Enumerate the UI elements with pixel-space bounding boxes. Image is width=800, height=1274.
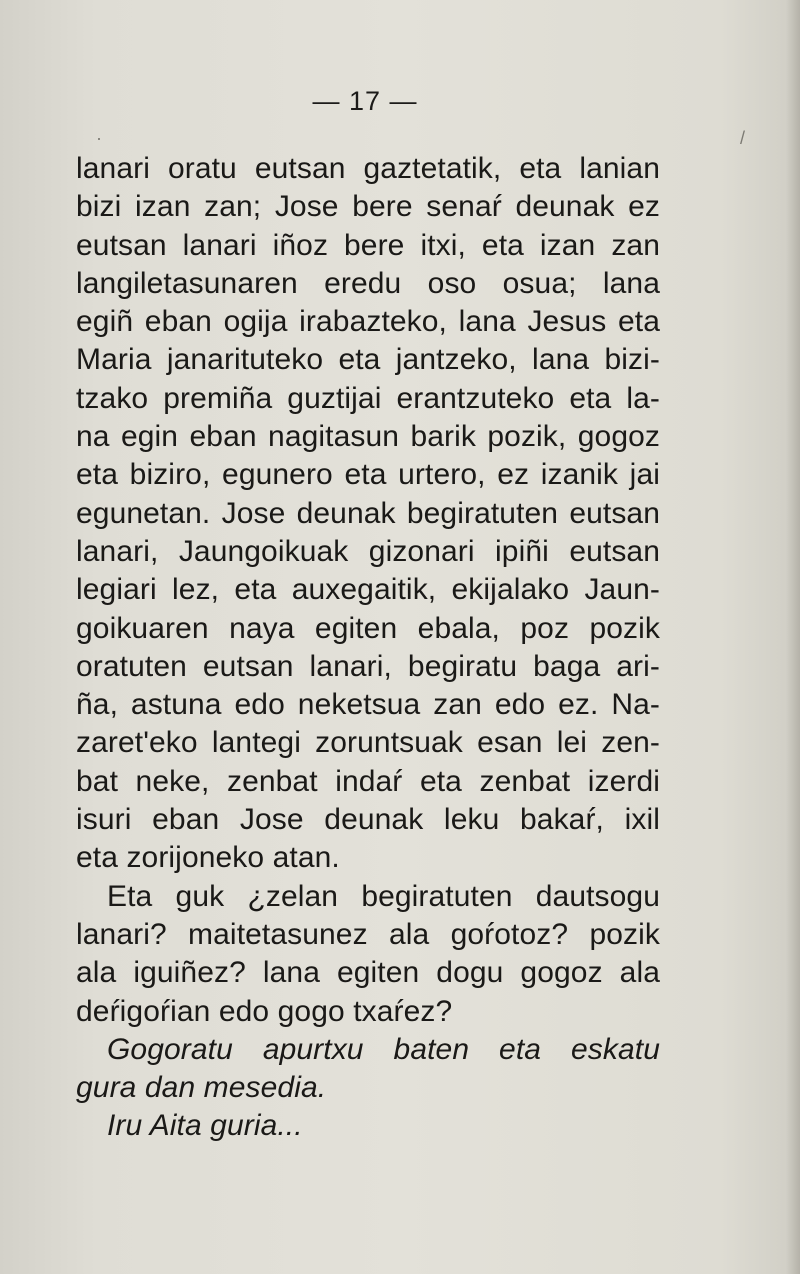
page-body-text: [76, 150, 660, 1146]
text-line: ña, astuna edo neketsua zan edo ez. Na-: [76, 688, 660, 722]
italic-text-line: gura dan mesedia.: [76, 1071, 327, 1105]
text-line: bizi izan zan; Jose bere senaŕ deunak ez: [76, 190, 660, 224]
text-line: langiletasunaren eredu oso osua; lana: [76, 266, 660, 300]
text-line: Maria janarituteko eta jantzeko, lana bizi-: [76, 343, 660, 377]
page-number: — 17 —: [312, 86, 418, 116]
text-line: zaret'eko lantegi zoruntsuak esan lei zen-: [76, 726, 660, 760]
text-line: goikuaren naya egiten ebala, poz pozik: [76, 611, 660, 645]
closing-prayer-line: Iru Aita guria...: [107, 1109, 303, 1143]
ink-speck: /: [740, 128, 746, 148]
text-line: deŕigoŕian edo gogo txaŕez?: [76, 994, 453, 1028]
text-line: egunetan. Jose deunak begiratuten eutsan: [76, 496, 660, 530]
text-line: legiari lez, eta auxegaitik, ekijalako Jaun-: [76, 573, 660, 607]
text-line: lanari? maitetasunez ala goŕotoz? pozik: [76, 917, 660, 951]
text-line: lanari, Jaungoikuak gizonari ipiñi eutsan: [76, 534, 660, 568]
ink-speck: ·: [96, 128, 102, 148]
text-line: eta biziro, egunero eta urtero, ez izanik jai: [76, 458, 660, 492]
text-line: Eta guk ¿zelan begiratuten dautsogu: [107, 879, 660, 913]
page-edge-shadow: [786, 0, 800, 1274]
text-line: lanari oratu eutsan gaztetatik, eta lanian: [76, 152, 660, 185]
text-line: oratuten eutsan lanari, begiratu baga ari-: [76, 649, 660, 683]
text-line: eutsan lanari iñoz bere itxi, eta izan zan: [76, 228, 660, 262]
text-line: ala iguiñez? lana egiten dogu gogoz ala: [76, 956, 660, 990]
text-line: tzako premiña guztijai erantzuteko eta la-: [76, 381, 660, 415]
text-line: egiñ eban ogija irabazteko, lana Jesus eta: [76, 305, 660, 339]
text-line: eta zorijoneko atan.: [76, 841, 340, 875]
text-line: bat neke, zenbat indaŕ eta zenbat izerdi: [76, 764, 660, 798]
text-line: na egin eban nagitasun barik pozik, gogoz: [76, 420, 660, 454]
italic-text-line: Gogoratu apurtxu baten eta eskatu: [107, 1032, 660, 1066]
text-line: isuri eban Jose deunak leku bakaŕ, ixil: [76, 803, 660, 837]
